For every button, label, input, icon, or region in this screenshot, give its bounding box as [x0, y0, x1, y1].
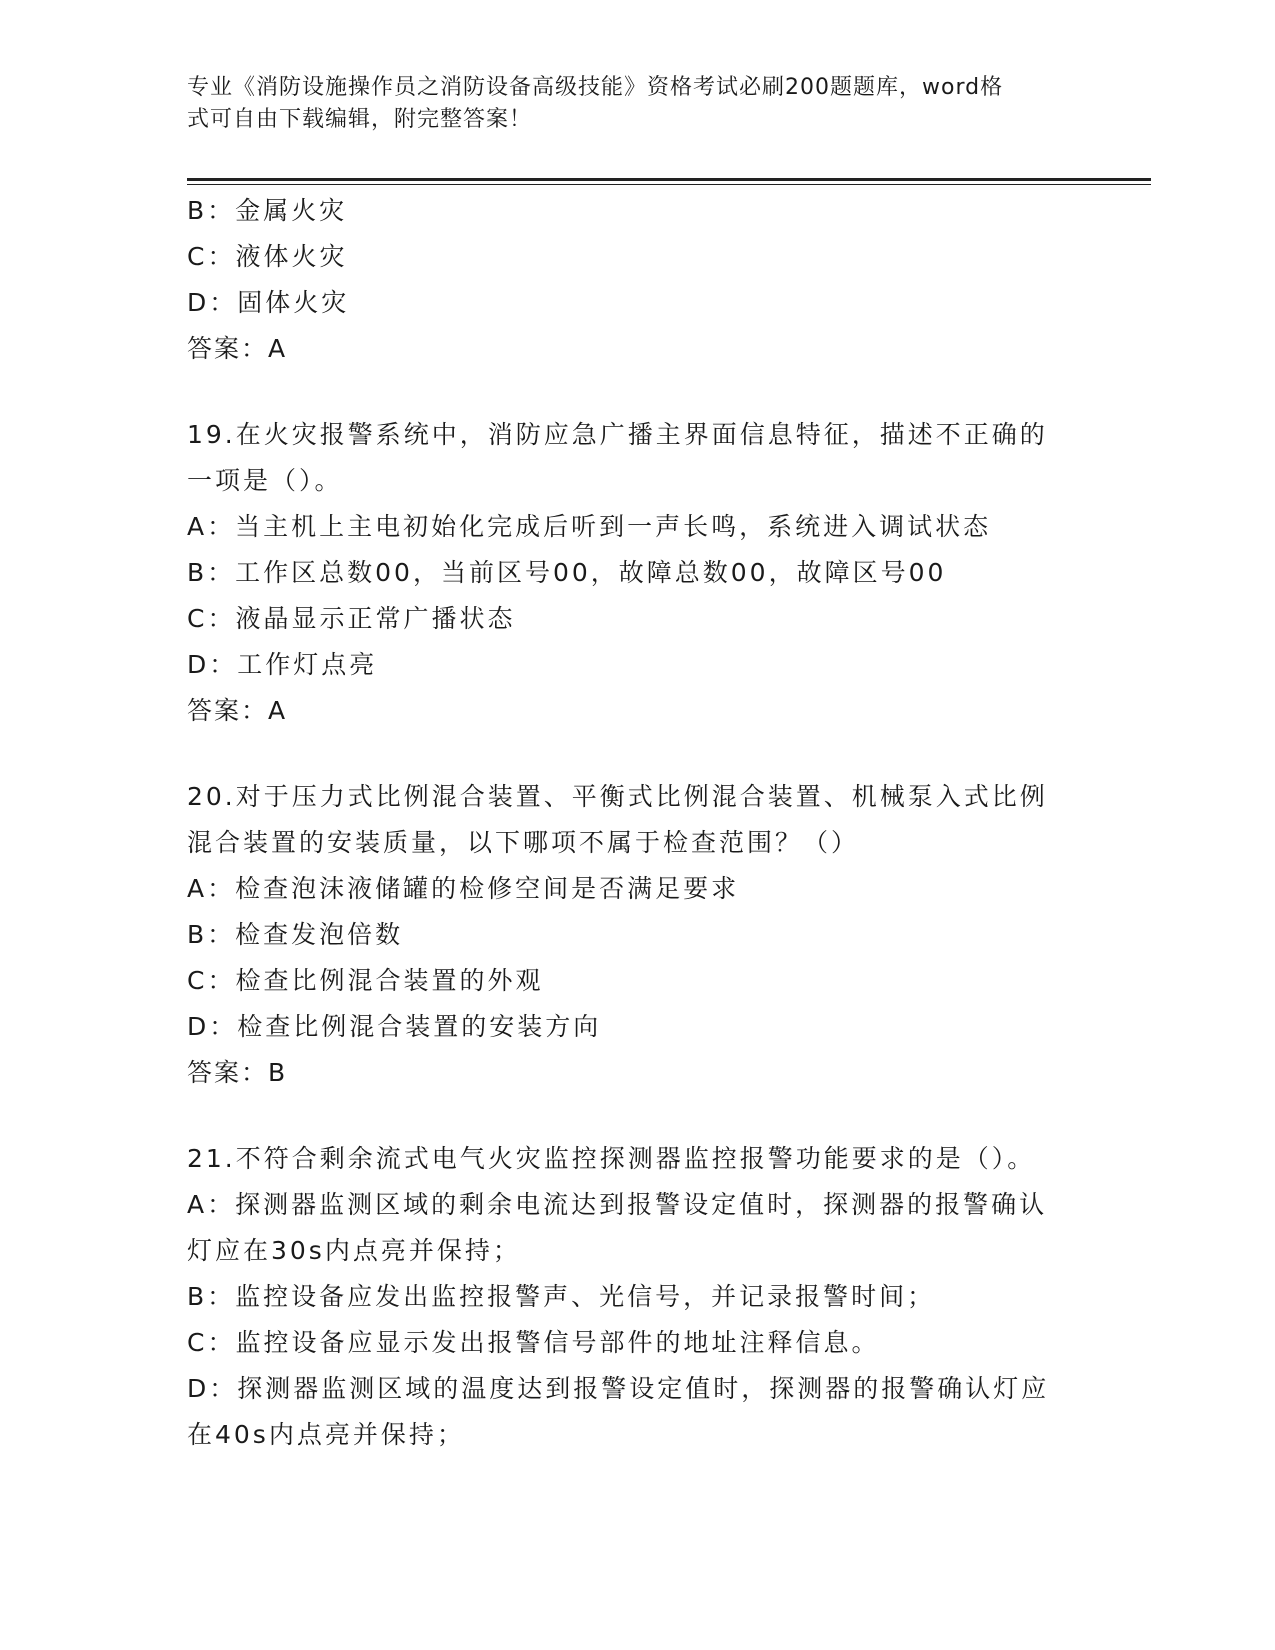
q18-option-d: D：固体火灾 — [187, 288, 350, 317]
q19-stem-line-1: 19.在火灾报警系统中，消防应急广播主界面信息特征，描述不正确的 — [187, 420, 1048, 449]
q20-option-d: D：检查比例混合装置的安装方向 — [187, 1012, 602, 1041]
question-20 — [187, 774, 1087, 1096]
q21-option-c: C：监控设备应显示发出报警信号部件的地址注释信息。 — [187, 1328, 880, 1357]
q20-answer: 答案：B — [187, 1058, 288, 1087]
q19-option-b: B：工作区总数00，当前区号00，故障总数00，故障区号00 — [187, 558, 947, 587]
q21-option-a-line-2: 灯应在30s内点亮并保持； — [187, 1236, 521, 1265]
q21-option-b: B：监控设备应发出监控报警声、光信号，并记录报警时间； — [187, 1282, 936, 1311]
header-title-line-1: 专业《消防设施操作员之消防设备高级技能》资格考试必刷200题题库，word格 — [187, 75, 1004, 100]
q21-option-d-line-1: D：探测器监测区域的温度达到报警设定值时，探测器的报警确认灯应 — [187, 1374, 1050, 1403]
q19-option-d: D：工作灯点亮 — [187, 650, 378, 679]
question-18 — [187, 188, 1087, 372]
q20-stem-line-2: 混合装置的安装质量，以下哪项不属于检查范围？（） — [187, 828, 860, 857]
q18-option-b: B：金属火灾 — [187, 196, 348, 225]
q20-option-c: C：检查比例混合装置的外观 — [187, 966, 544, 995]
question-19 — [187, 412, 1087, 734]
q19-option-c: C：液晶显示正常广播状态 — [187, 604, 516, 633]
header-title-line-2: 式可自由下载编辑，附完整答案！ — [187, 107, 533, 132]
q18-answer: 答案：A — [187, 334, 288, 363]
question-21 — [187, 1136, 1087, 1458]
q20-option-b: B：检查发泡倍数 — [187, 920, 404, 949]
q21-stem-line-1: 21.不符合剩余流式电气火灾监控探测器监控报警功能要求的是（）。 — [187, 1144, 1036, 1173]
header-rule-thick — [187, 178, 1151, 181]
header-rule-thin — [187, 184, 1151, 185]
q19-option-a: A：当主机上主电初始化完成后听到一声长鸣，系统进入调试状态 — [187, 512, 992, 541]
q19-stem-line-2: 一项是（）。 — [187, 466, 343, 495]
q21-option-d-line-2: 在40s内点亮并保持； — [187, 1420, 465, 1449]
q19-answer: 答案：A — [187, 696, 288, 725]
q20-option-a: A：检查泡沫液储罐的检修空间是否满足要求 — [187, 874, 740, 903]
q20-stem-line-1: 20.对于压力式比例混合装置、平衡式比例混合装置、机械泵入式比例 — [187, 782, 1048, 811]
document-header — [187, 72, 1067, 136]
q21-option-a-line-1: A：探测器监测区域的剩余电流达到报警设定值时，探测器的报警确认 — [187, 1190, 1048, 1219]
q18-option-c: C：液体火灾 — [187, 242, 348, 271]
document-body — [187, 188, 1087, 1498]
